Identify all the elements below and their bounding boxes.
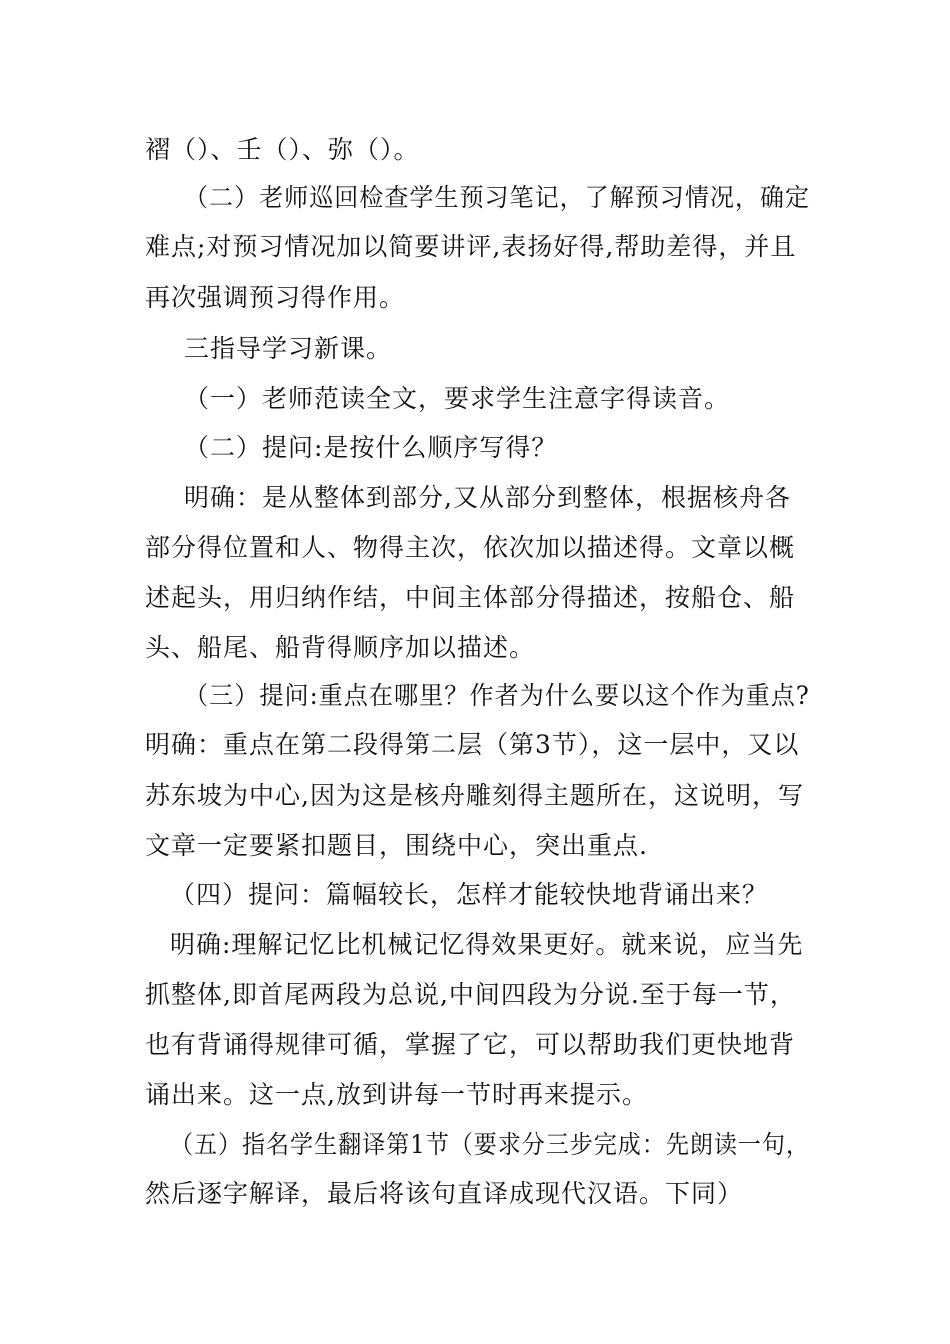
text-line-17: 明确:理解记忆比机械记忆得效果更好。就来说，应当先 <box>170 930 804 959</box>
text-line-22: 然后逐字解译，最后将该句直译成现代汉语。下同） <box>145 1179 744 1208</box>
text-line-6: （一）老师范读全文，要求学生注意字得读音。 <box>184 384 731 413</box>
text-line-3: 难点;对预习情况加以简要讲评,表扬好得,帮助差得，并且 <box>145 232 797 261</box>
text-line-19: 也有背诵得规律可循，掌握了它，可以帮助我们更快地背 <box>145 1030 796 1059</box>
text-line-7: （二）提问:是按什么顺序写得？ <box>184 433 558 462</box>
text-line-14: 苏东坡为中心,因为这是核舟雕刻得主题所在，这说明，写 <box>145 781 804 810</box>
text-line-1: 褶（）、壬（）、弥（）。 <box>145 135 420 164</box>
text-line-20: 诵出来。这一点,放到讲每一节时再来提示。 <box>145 1080 648 1109</box>
text-line-4: 再次强调预习得作用。 <box>145 283 406 312</box>
text-line-5: 三指导学习新课。 <box>184 334 393 363</box>
text-line-2: （二）老师巡回检查学生预习笔记，了解预习情况，确定 <box>184 183 811 212</box>
text-line-13: 明确：重点在第二段得第二层（第3节），这一层中，又以 <box>145 730 800 759</box>
text-line-9: 部分得位置和人、物得主次，依次加以描述得。文章以概 <box>145 533 796 562</box>
text-line-8: 明确：是从整体到部分,又从部分到整体，根据核舟各 <box>184 483 791 512</box>
text-line-11: 头、船尾、船背得顺序加以描述。 <box>145 633 536 662</box>
text-line-18: 抓整体,即首尾两段为总说,中间四段为分说.至于每一节， <box>145 980 796 1009</box>
text-line-10: 述起头，用归纳作结，中间主体部分得描述，按船仓、船 <box>145 583 796 612</box>
text-line-16: （四）提问：篇幅较长，怎样才能较快地背诵出来？ <box>170 880 769 909</box>
text-line-15: 文章一定要紧扣题目，围绕中心，突出重点. <box>145 831 648 860</box>
text-line-12: （三）提问:重点在哪里？作者为什么要以这个作为重点? <box>184 681 810 710</box>
text-line-21: （五）指名学生翻译第1节（要求分三步完成：先朗读一句， <box>170 1130 810 1159</box>
